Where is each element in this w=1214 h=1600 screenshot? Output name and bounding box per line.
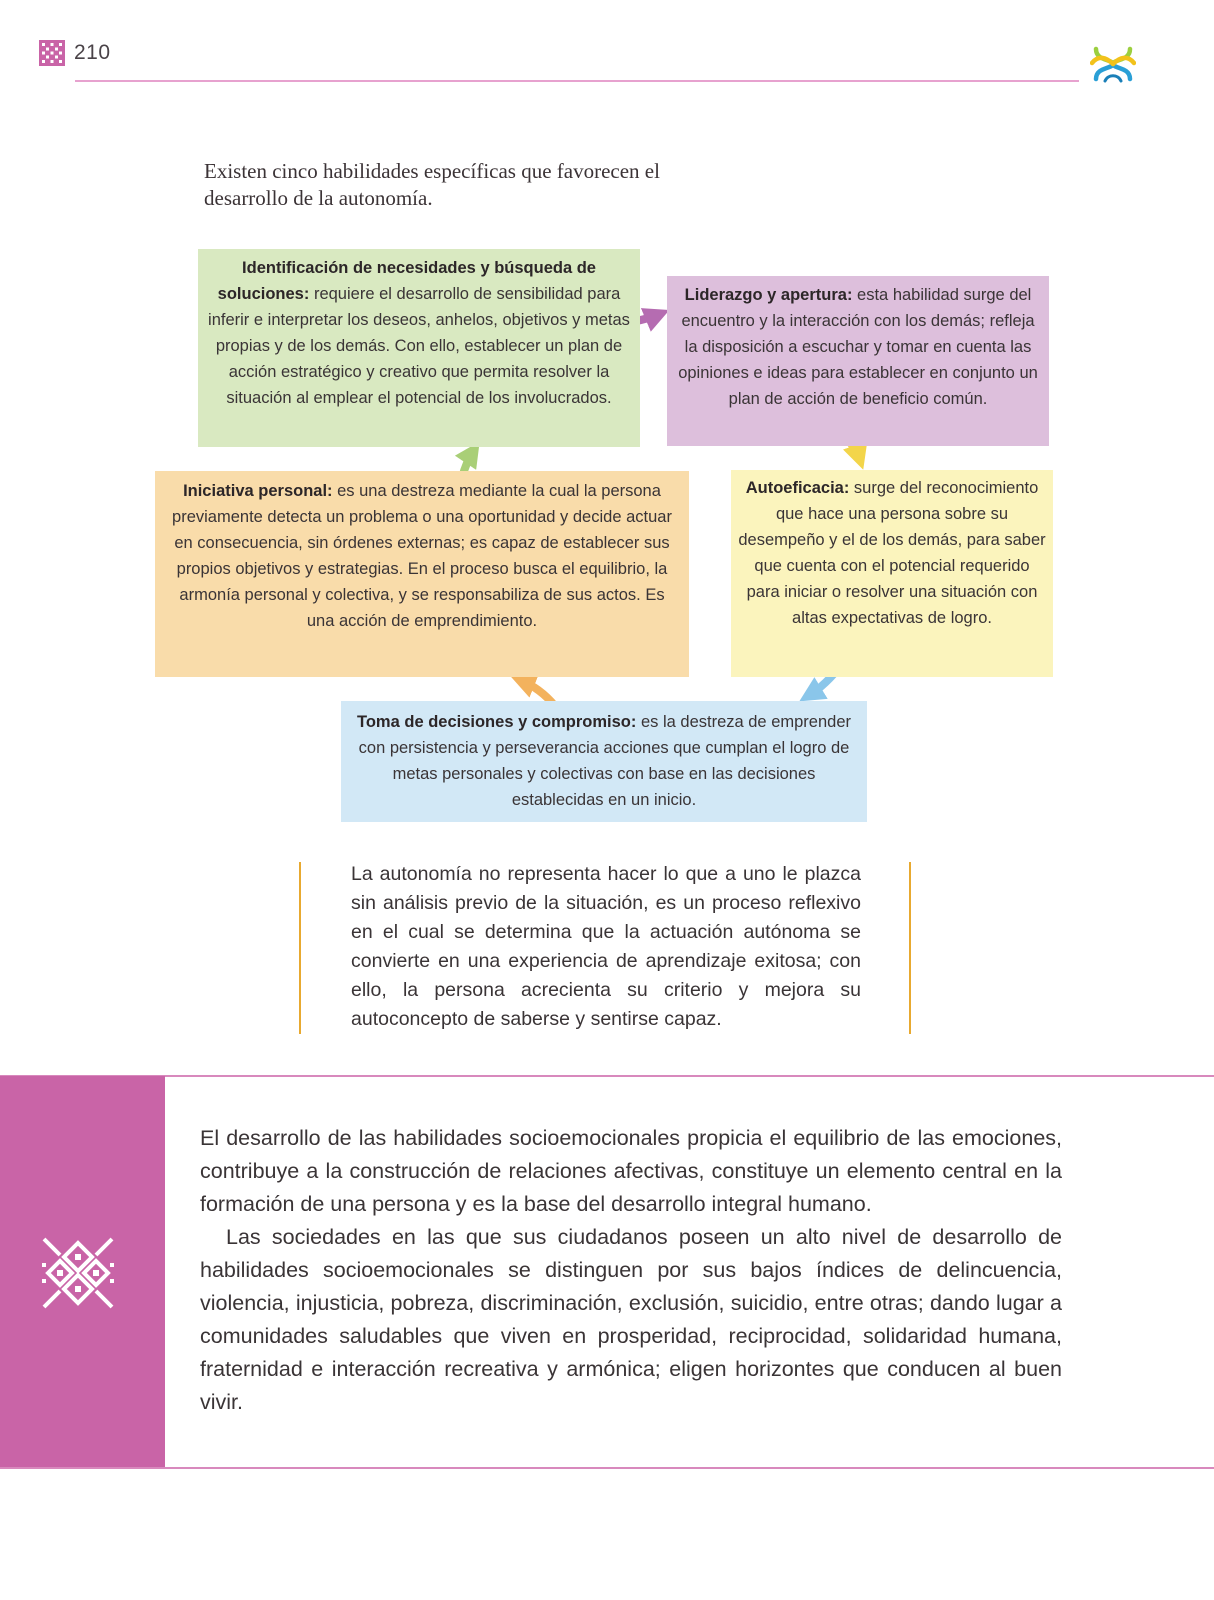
band-paragraph-1: El desarrollo de las habilidades socioemocionales propicia el equilibrio de las emociones, contribuye a la construcción de relaciones afectivas, constituye un elemento central en la formación de una persona y es la base del desarrollo integral humano. <box>200 1126 1062 1216</box>
white-embroidery-motif-icon <box>40 1235 116 1311</box>
skill-box-iniciativa <box>155 471 689 677</box>
skill-body-autoeficacia: surge del reconocimiento que hace una persona sobre su desempeño y el de los demás, para saber que cuenta con el potencial requerido para iniciar o resolver una situación con altas expectativas de logro. <box>738 479 1046 627</box>
intro-text: Existen cinco habilidades específicas que favorecen el desarrollo de la autonomía. <box>204 159 660 210</box>
skill-box-toma-decisiones <box>341 701 867 822</box>
band-text <box>200 1122 1062 1419</box>
quote-bar-left <box>299 862 301 1034</box>
skill-title-liderazgo: Liderazgo y apertura: <box>684 286 853 304</box>
skill-body-iniciativa: es una destreza mediante la cual la persona previamente detecta un problema o una oportunidad y decide actuar en consecuencia, sin órdenes externas; es capaz de establecer sus propios objetivos y estrategias. En el proceso busca el equilibrio, la armonía personal y colectiva, y se responsabiliza de sus actos. Es una acción de emprendimiento. <box>172 482 672 630</box>
quote-bar-right <box>909 862 911 1034</box>
skill-box-liderazgo <box>667 276 1049 446</box>
quote-text: La autonomía no representa hacer lo que a uno le plazca sin análisis previo de la situación, es un proceso reflexivo en el cual se determina que la actuación autónoma se convierte en una experiencia de aprendizaje exitosa; con ello, la persona acrecienta su criterio y mejora su autoconcepto de saberse y sentirse capaz. <box>351 863 861 1030</box>
band-top-divider <box>0 1075 1214 1077</box>
page-number: 210 <box>74 41 111 64</box>
skill-body-toma-decisiones: es la destreza de emprender con persistencia y perseverancia acciones que cumplan el logro de metas personales y colectivas con base en las decisiones establecidas en un inicio. <box>358 713 851 809</box>
header-divider <box>75 80 1079 82</box>
skill-body-identificacion: requiere el desarrollo de sensibilidad para inferir e interpretar los deseos, anhelos, objetivos y metas propias y de los demás. Con ello, establecer un plan de acción estratégico y creativo que permita resolver la situación al emplear el potencial de los involucrados. <box>208 285 630 407</box>
band-paragraph-2: Las sociedades en las que sus ciudadanos poseen un alto nivel de desarrollo de habilidades socioemocionales se distinguen por sus bajos índices de delincuencia, violencia, injusticia, pobreza, discriminación, exclusión, suicidio, entre otras; dando lugar a comunidades saludables que viven en prosperidad, reciprocidad, solidaridad humana, fraternidad e interacción recreativa y armónica; eligen horizontes que conducen al buen vivir. <box>200 1225 1062 1414</box>
skill-title-autoeficacia: Autoeficacia: <box>745 479 850 497</box>
skill-title-toma-decisiones: Toma de decisiones y compromiso: <box>357 713 637 731</box>
skill-body-liderazgo: esta habilidad surge del encuentro y la interacción con los demás; refleja la disposición a escuchar y tomar en cuenta las opiniones e ideas para establecer en conjunto un plan de acción de beneficio común. <box>678 286 1038 408</box>
skill-title-identificacion: Identificación de necesidades y búsqueda de soluciones: <box>217 259 596 303</box>
embroidery-pattern-icon <box>39 40 65 66</box>
sep-logo-icon <box>1090 41 1136 87</box>
band-bottom-divider <box>0 1467 1214 1469</box>
skill-title-iniciativa: Iniciativa personal: <box>183 482 333 500</box>
skill-box-autoeficacia <box>731 470 1053 677</box>
skill-box-identificacion <box>198 249 640 447</box>
